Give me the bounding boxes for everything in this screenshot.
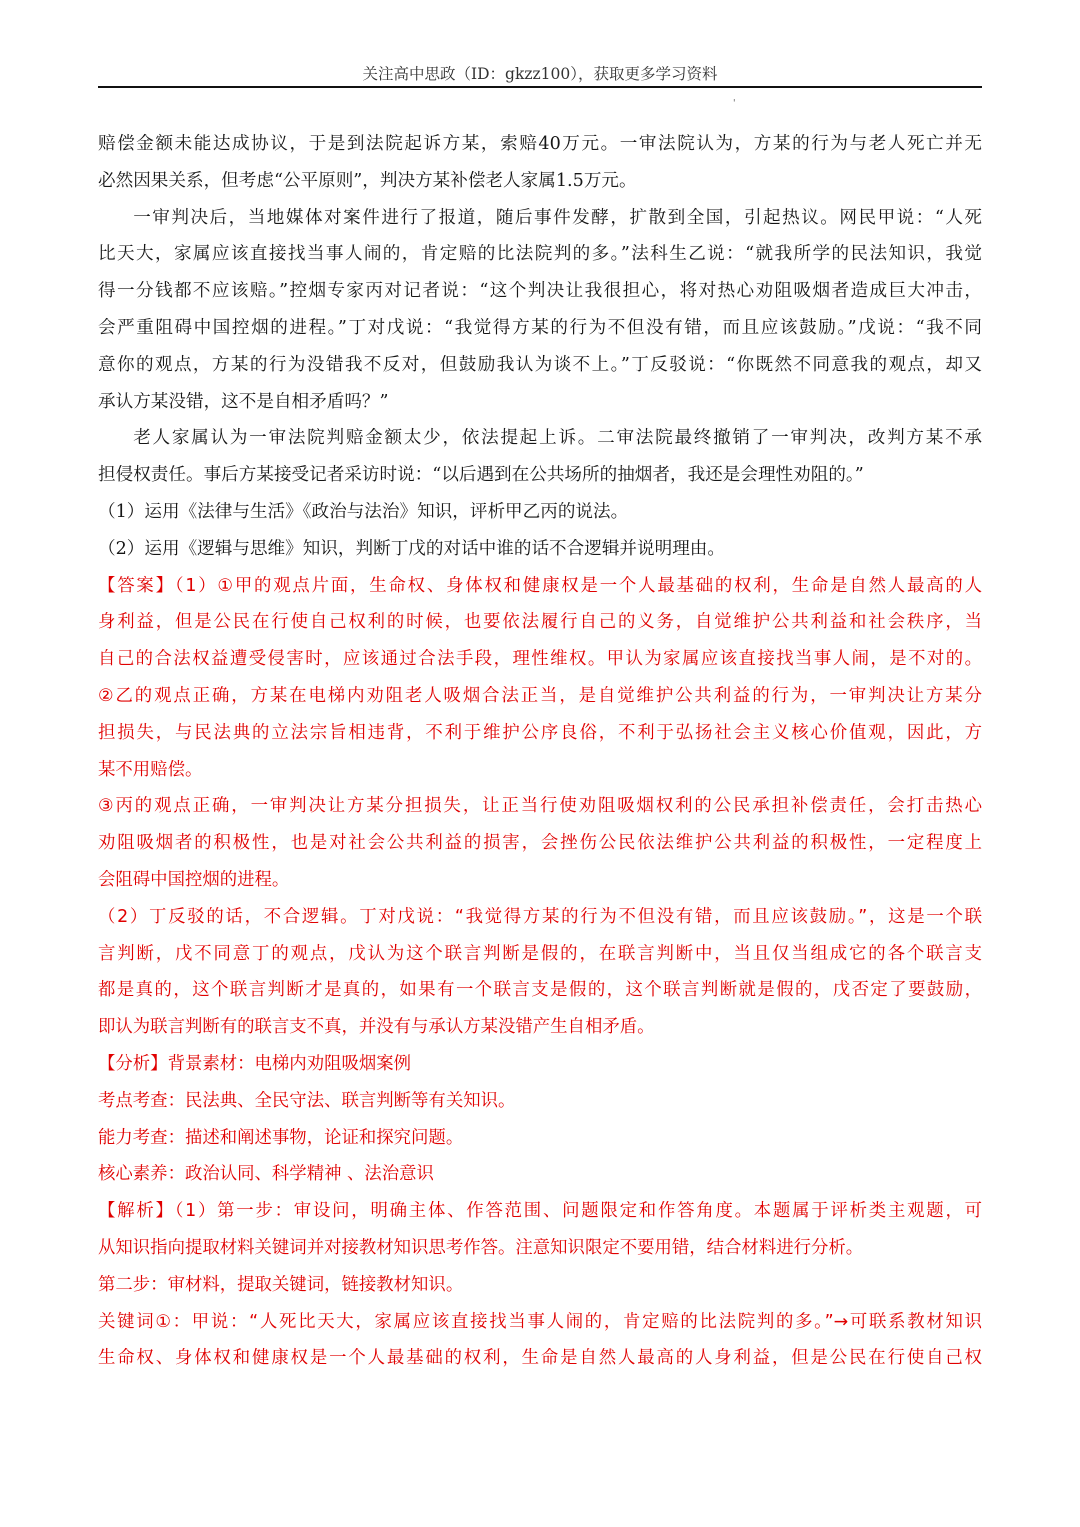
question-line: 得一分钱都不应该赔。”控烟专家丙对记者说：“这个判决让我很担心，将对热心劝阻吸烟者造成巨大冲击， — [98, 281, 982, 302]
answer-line: 担损失，与民法典的立法宗旨相违背，不利于维护公序良俗，不利于弘扬社会主义核心价值观，因此，方 — [98, 722, 982, 743]
answer-line: 关键词①：甲说：“人死比天大，家属应该直接找当事人闹的，肯定赔的比法院判的多。”→可联系教材知识 — [98, 1311, 982, 1332]
answer-line: 劝阻吸烟者的积极性，也是对社会公共利益的损害，会挫伤公民依法维护公共利益的积极性，一定程度上 — [98, 833, 982, 854]
answer-line: 核心素养：政治认同、科学精神 、法治意识 — [98, 1164, 434, 1185]
answer-line: ③丙的观点正确，一审判决让方某分担损失，让正当行使劝阻吸烟权利的公民承担补偿责任，会打击热心 — [98, 796, 982, 817]
question-line: （2）运用《逻辑与思维》知识，判断丁戊的对话中谁的话不合逻辑并说明理由。 — [98, 538, 725, 559]
answer-line: 考点考查：民法典、全民守法、联言判断等有关知识。 — [98, 1090, 516, 1111]
answer-line: 某不用赔偿。 — [98, 759, 203, 780]
answer-line: 言判断，戊不同意丁的观点，戊认为这个联言判断是假的，在联言判断中，当且仅当组成它的各个联言支 — [98, 943, 982, 964]
answer-line: 会阻碍中国控烟的进程。 — [98, 869, 290, 890]
question-line: 必然因果关系，但考虑“公平原则”，判决方某补偿老人家属1.5万元。 — [98, 170, 637, 191]
header-rule — [98, 86, 982, 88]
answer-line: 即认为联言判断有的联言支不真，并没有与承认方某没错产生自相矛盾。 — [98, 1017, 655, 1038]
question-line: 会严重阻碍中国控烟的进程。”丁对戊说：“我觉得方某的行为不但没有错，而且应该鼓励。”戊说：“我不同 — [98, 317, 982, 338]
answer-line: 能力考查：描述和阐述事物，论证和探究问题。 — [98, 1127, 464, 1148]
document-body — [98, 126, 982, 1377]
answer-line: 身利益，但是公民在行使自己权利的时候，也要依法履行自己的义务，自觉维护公共利益和社会秩序，当 — [98, 612, 982, 633]
question-line: 赔偿金额未能达成协议，于是到法院起诉方某，索赔40万元。一审法院认为，方某的行为与老人死亡并无 — [98, 134, 982, 154]
answer-line: 生命权、身体权和健康权是一个人最基础的权利，生命是自然人最高的人身利益，但是公民在行使自己权 — [98, 1348, 982, 1369]
page-header: 关注高中思政（ID：gkzz100），获取更多学习资料 — [362, 65, 718, 83]
question-line: 担侵权责任。事后方某接受记者采访时说：“以后遇到在公共场所的抽烟者，我还是会理性劝阻的。” — [98, 465, 864, 486]
question-line: 比天大，家属应该直接找当事人闹的，肯定赔的比法院判的多。”法科生乙说：“就我所学的民法知识，我觉 — [98, 244, 982, 265]
answer-line: （2）丁反驳的话，不合逻辑。丁对戊说：“我觉得方某的行为不但没有错，而且应该鼓励。”，这是一个联 — [98, 906, 982, 927]
question-line: （1）运用《法律与生活》《政治与法治》知识，评析甲乙丙的说法。 — [98, 501, 629, 522]
answer-line: 自己的合法权益遭受侵害时，应该通过合法手段，理性维权。甲认为家属应该直接找当事人闹，是不对的。 — [98, 649, 982, 670]
question-line: 一审判决后，当地媒体对案件进行了报道，随后事件发酵，扩散到全国，引起热议。网民甲说：“人死 — [133, 207, 982, 228]
question-line: 意你的观点，方某的行为没错我不反对，但鼓励我认为谈不上。”丁反驳说：“你既然不同意我的观点，却又 — [98, 354, 982, 375]
answer-line: 第二步：审材料，提取关键词，链接教材知识。 — [98, 1274, 464, 1295]
answer-line: 【分析】背景素材：电梯内劝阻吸烟案例 — [98, 1053, 412, 1074]
answer-line: 【答案】（1）①甲的观点片面，生命权、身体权和健康权是一个人最基础的权利，生命是自然人最高的人 — [98, 575, 982, 596]
stray-mark: ' — [733, 99, 736, 109]
answer-line: 【解析】（1）第一步：审设问，明确主体、作答范围、问题限定和作答角度。本题属于评析类主观题，可 — [98, 1201, 982, 1222]
question-line: 承认方某没错，这不是自相矛盾吗？” — [98, 391, 389, 412]
answer-line: 都是真的，这个联言判断才是真的，如果有一个联言支是假的，这个联言判断就是假的，戊否定了要鼓励， — [98, 980, 982, 1001]
answer-line: ②乙的观点正确，方某在电梯内劝阻老人吸烟合法正当，是自觉维护公共利益的行为，一审判决让方某分 — [98, 685, 982, 706]
question-line: 老人家属认为一审法院判赔金额太少，依法提起上诉。二审法院最终撤销了一审判决，改判方某不承 — [133, 428, 982, 449]
answer-line: 从知识指向提取材料关键词并对接教材知识思考作答。注意知识限定不要用错，结合材料进行分析。 — [98, 1237, 864, 1258]
